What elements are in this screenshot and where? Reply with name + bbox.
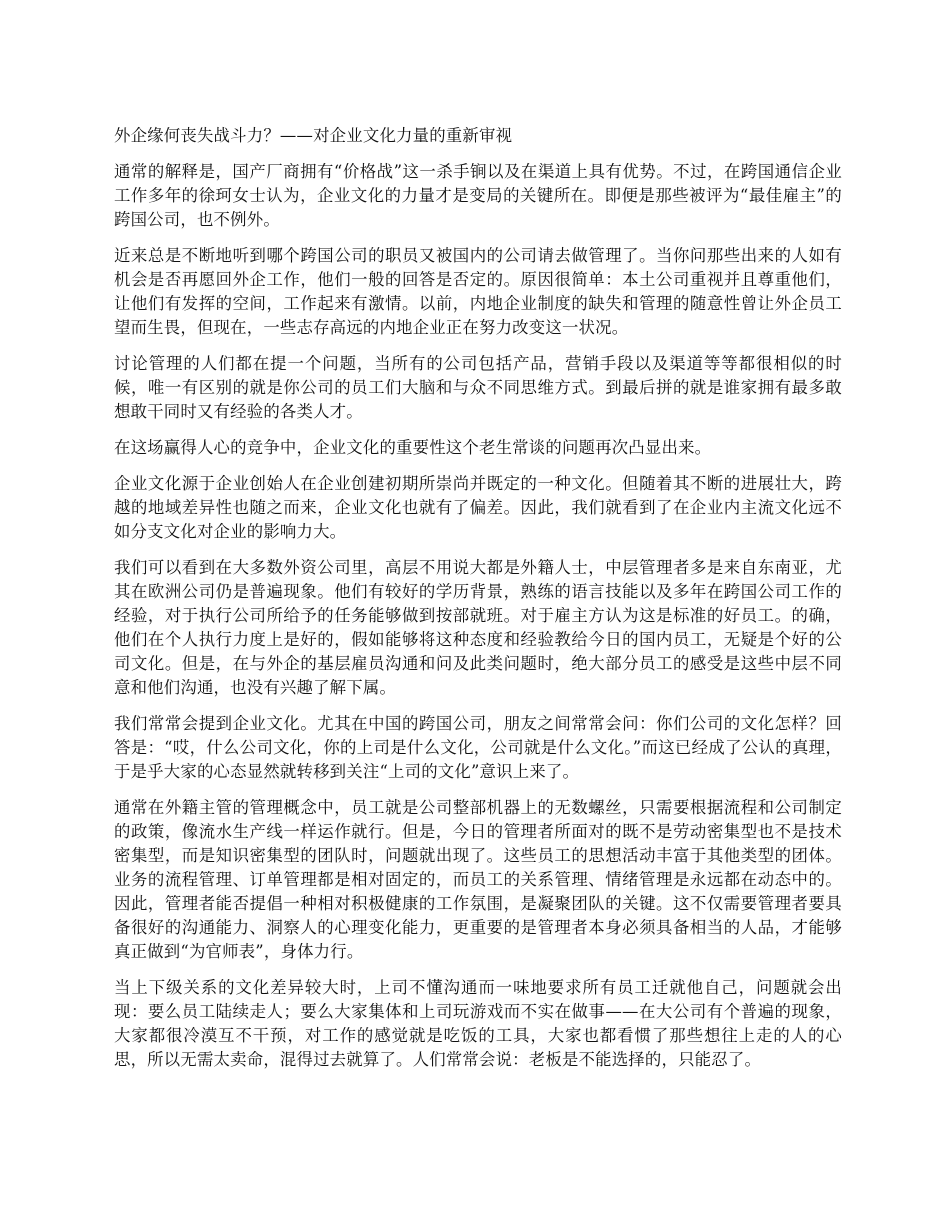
paragraph: 在这场赢得人心的竞争中，企业文化的重要性这个老生常谈的问题再次凸显出来。 — [114, 438, 712, 457]
paragraph: 当上下级关系的文化差异较大时，上司不懂沟通而一味地要求所有员工迁就他自己，问题就会出现：要么员工陆续走人；要么大家集体和上司玩游戏而不实在做事——在大公司有个普遍的现象，大家都很冷漠互不干预，对工作的感觉就是吃饭的工具，大家也都看惯了那些想往上走的人的心思，所以无需太卖命，混得过去就算了。人们常常会说：老板是不能选择的，只能忍了。 — [114, 978, 842, 1069]
document-page — [114, 124, 842, 1084]
paragraph: 企业文化源于企业创始人在企业创建初期所崇尚并既定的一种文化。但随着其不断的进展壮大，跨越的地域差异性也随之而来，企业文化也就有了偏差。因此，我们就看到了在企业内主流文化远不如分支文化对企业的影响力大。 — [114, 474, 842, 541]
paragraph: 我们常常会提到企业文化。尤其在中国的跨国公司，朋友之间常常会问：你们公司的文化怎样？回答是：“哎，什么公司文化，你的上司是什么文化，公司就是什么文化。”而这已经成了公认的真理，于是乎大家的心态显然就转移到关注“上司的文化”意识上来了。 — [114, 714, 842, 781]
paragraph: 近来总是不断地听到哪个跨国公司的职员又被国内的公司请去做管理了。当你问那些出来的人如有机会是否再愿回外企工作，他们一般的回答是否定的。原因很简单：本土公司重视并且尊重他们，让他们有发挥的空间，工作起来有激情。以前，内地企业制度的缺失和管理的随意性曾让外企员工望而生畏，但现在，一些志存高远的内地企业正在努力改变这一状况。 — [114, 246, 842, 337]
paragraph: 通常在外籍主管的管理概念中，员工就是公司整部机器上的无数螺丝，只需要根据流程和公司制定的政策，像流水生产线一样运作就行。但是，今日的管理者所面对的既不是劳动密集型也不是技术密集型，而是知识密集型的团队时，问题就出现了。这些员工的思想活动丰富于其他类型的团体。业务的流程管理、订单管理都是相对固定的，而员工的关系管理、情绪管理是永远都在动态中的。因此，管理者能否提倡一种相对积极健康的工作氛围，是凝聚团队的关键。这不仅需要管理者要具备很好的沟通能力、洞察人的心理变化能力，更重要的是管理者本身必须具备相当的人品，才能够真正做到“为官师表”，身体力行。 — [114, 798, 842, 961]
paragraph: 讨论管理的人们都在提一个问题，当所有的公司包括产品，营销手段以及渠道等等都很相似的时候，唯一有区别的就是你公司的员工们大脑和与众不同思维方式。到最后拼的就是谁家拥有最多敢想敢干同时又有经验的各类人才。 — [114, 354, 842, 421]
document-title: 外企缘何丧失战斗力？——对企业文化力量的重新审视 — [114, 126, 513, 145]
paragraph: 通常的解释是，国产厂商拥有“价格战”这一杀手锏以及在渠道上具有优势。不过，在跨国通信企业工作多年的徐珂女士认为，企业文化的力量才是变局的关键所在。即便是那些被评为“最佳雇主”的跨国公司，也不例外。 — [114, 162, 842, 229]
paragraph: 我们可以看到在大多数外资公司里，高层不用说大都是外籍人士，中层管理者多是来自东南亚，尤其在欧洲公司仍是普遍现象。他们有较好的学历背景，熟练的语言技能以及多年在跨国公司工作的经验，对于执行公司所给予的任务能够做到按部就班。对于雇主方认为这是标准的好员工。的确，他们在个人执行力度上是好的，假如能够将这种态度和经验教给今日的国内员工，无疑是个好的公司文化。但是，在与外企的基层雇员沟通和问及此类问题时，绝大部分员工的感受是这些中层不同意和他们沟通，也没有兴趣了解下属。 — [114, 558, 842, 697]
